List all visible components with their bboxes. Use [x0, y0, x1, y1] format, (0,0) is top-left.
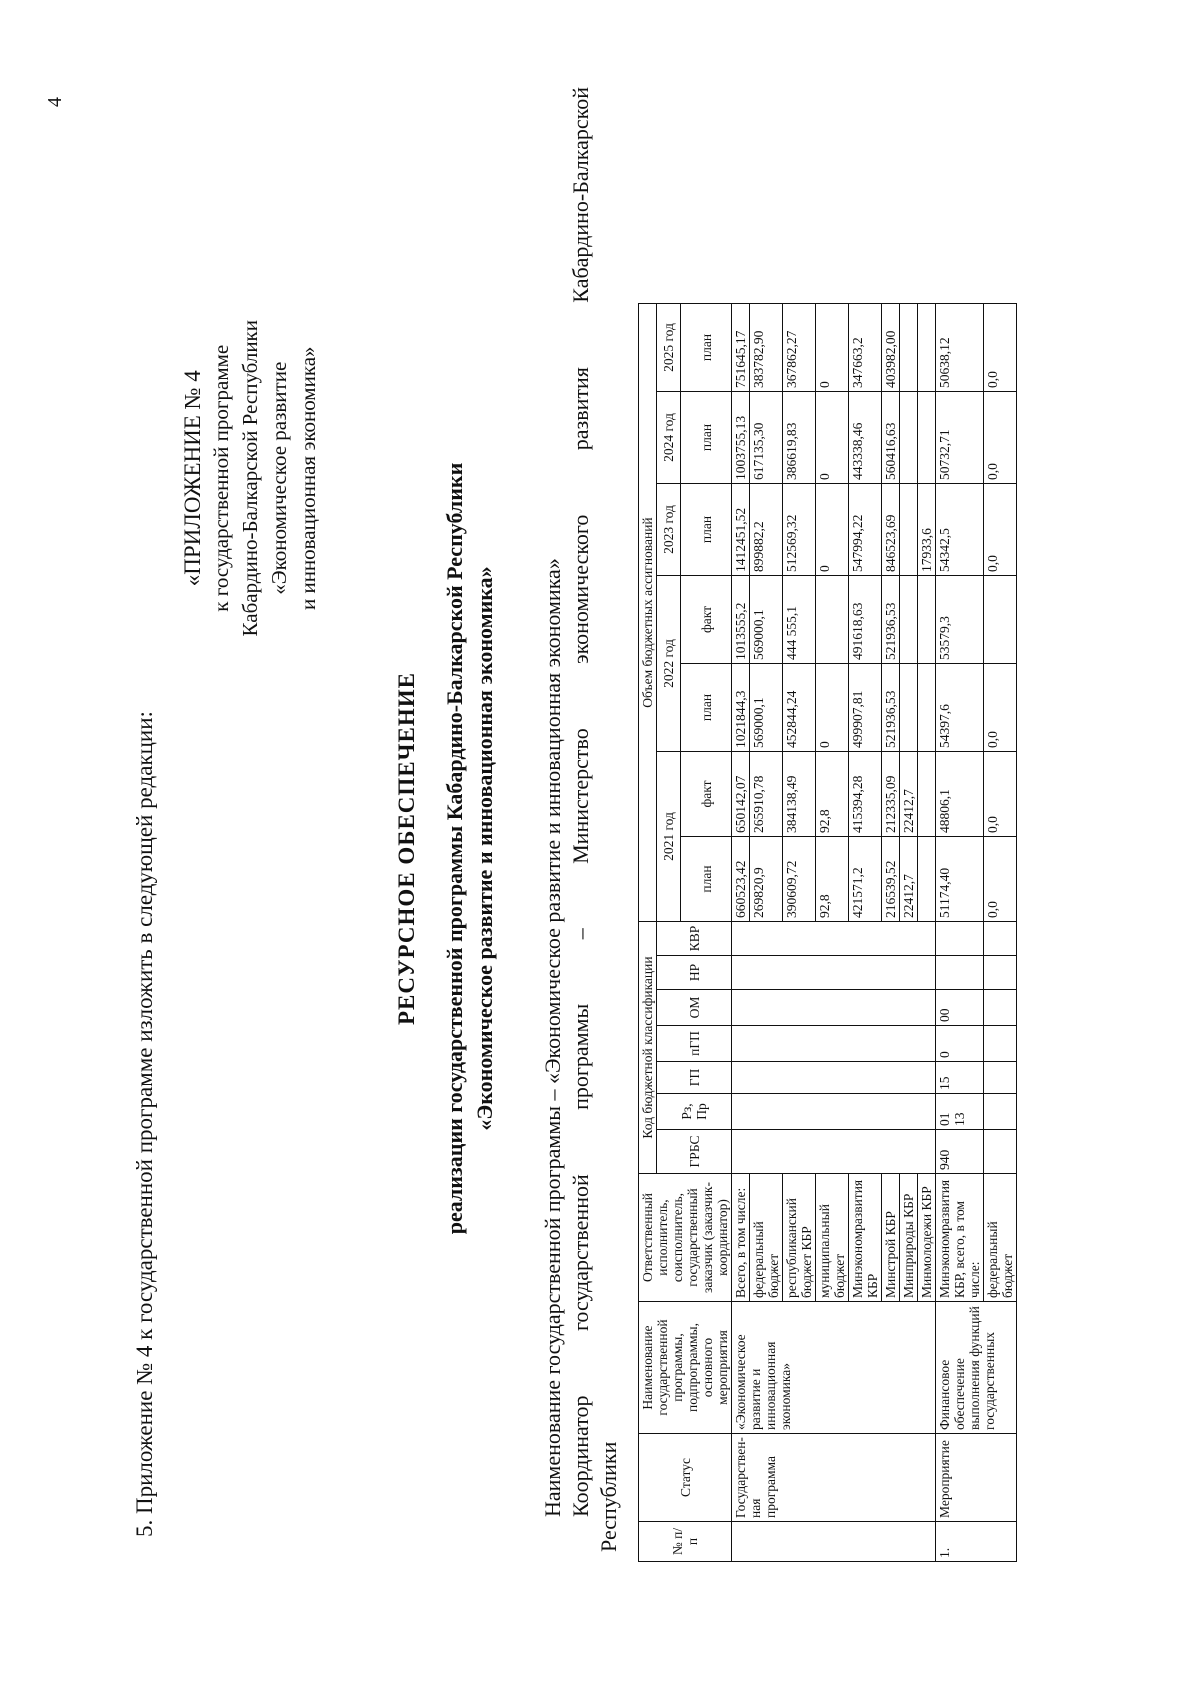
cell-plan-2021: 660523,42 — [732, 837, 750, 922]
cell-om: 00 — [936, 990, 984, 1026]
cell-fact-2022: 444 555,1 — [783, 576, 816, 664]
header-plan: план — [681, 304, 732, 392]
cell-plan-2022: 569000,1 — [750, 664, 783, 752]
cell-plan-2024: 50732,71 — [936, 392, 984, 484]
cell-exec: Минприроды КБР — [900, 1174, 918, 1302]
cell-plan-2021: 22412,7 — [900, 837, 918, 922]
cell-plan-2025: 383782,90 — [750, 304, 783, 392]
cell-fact-2021: 415394,28 — [849, 752, 882, 837]
cell-rzpr — [732, 1094, 936, 1130]
cell-plan-2023: 512569,32 — [783, 484, 816, 576]
cell-plan-2025: 50638,12 — [936, 304, 984, 392]
appendix-line: Кабардино-Балкарской Республики — [238, 320, 262, 637]
cell-plan-2022: 54397,6 — [936, 664, 984, 752]
cell-plan-2022 — [900, 664, 918, 752]
header-2022: 2022 год — [657, 576, 681, 752]
appendix-line: «Экономическое развитие — [267, 361, 291, 595]
header-fact: факт — [681, 752, 732, 837]
cell-exec: Минстрой КБР — [882, 1174, 900, 1302]
header-2025: 2025 год — [657, 304, 681, 392]
header-plan: план — [681, 664, 732, 752]
cell-exec: Минэкономразвития КБР — [849, 1174, 882, 1302]
cell-fact-2021 — [918, 752, 936, 837]
header-kvr: КВР — [657, 922, 732, 956]
header-status: Статус — [639, 1434, 732, 1522]
appendix-line: к государственной программе — [209, 344, 233, 612]
cell-fact-2021: 384138,49 — [783, 752, 816, 837]
cell-np — [732, 956, 936, 990]
header-fact: факт — [681, 576, 732, 664]
cell-fact-2021: 92,8 — [816, 752, 849, 837]
cell-plan-2021: 216539,52 — [882, 837, 900, 922]
cell-plan-2021: 51174,40 — [936, 837, 984, 922]
header-budget-code: Код бюджетной классификации — [639, 922, 657, 1174]
cell-plan-2025: 0 — [816, 304, 849, 392]
cell-plan-2024: 0,0 — [984, 392, 1017, 484]
cell-num — [732, 1522, 936, 1562]
header-plan: план — [681, 484, 732, 576]
header-2021: 2021 год — [657, 752, 681, 922]
cell-num: 1. — [936, 1522, 1017, 1562]
cell-status: Государствен-ная программа — [732, 1434, 936, 1522]
cell-plan-2023 — [900, 484, 918, 576]
cell-plan-2024: 0 — [816, 392, 849, 484]
cell-plan-2024 — [900, 392, 918, 484]
header-2023: 2023 год — [657, 484, 681, 576]
cell-plan-2022: 1021844,3 — [732, 664, 750, 752]
subtitle-line: «Экономическое развитие и инновационная экономика» — [472, 566, 497, 1131]
cell-plan-2021: 269820,9 — [750, 837, 783, 922]
cell-np — [936, 956, 984, 990]
cell-fact-2021: 265910,78 — [750, 752, 783, 837]
cell-exec: Всего, в том числе: — [732, 1174, 750, 1302]
cell-plan-2021: 421571,2 — [849, 837, 882, 922]
cell-exec: Минэкономразвития КБР, всего, в том числе: — [936, 1174, 984, 1302]
cell-plan-2022: 0 — [816, 664, 849, 752]
header-np: НР — [657, 956, 732, 990]
coordinator-line-2: Республики — [596, 1441, 621, 1552]
cell-plan-2021: 92,8 — [816, 837, 849, 922]
header-gp: ГП — [657, 1062, 732, 1094]
cell-plan-2025 — [900, 304, 918, 392]
cell-plan-2023: 0 — [816, 484, 849, 576]
cell-grbs: 940 — [936, 1130, 984, 1174]
cell-fact-2022 — [900, 576, 918, 664]
coordinator-line: Координатор государственной программы – Министерство экономического развития Кабардино-Балкарской — [568, 87, 593, 1517]
cell-fact-2022 — [816, 576, 849, 664]
cell-fact-2021: 0,0 — [984, 752, 1017, 837]
cell-fact-2022: 521936,53 — [882, 576, 900, 664]
cell-fact-2022 — [984, 576, 1017, 664]
cell-fact-2021: 22412,7 — [900, 752, 918, 837]
cell-pgp — [732, 1026, 936, 1062]
cell-fact-2022 — [918, 576, 936, 664]
program-name: Наименование государственной программы – «Экономическое развитие и инновационная экономика» — [540, 558, 565, 1517]
cell-plan-2025: 751645,17 — [732, 304, 750, 392]
cell-plan-2023: 17933,6 — [918, 484, 936, 576]
cell-plan-2024 — [918, 392, 936, 484]
cell-grbs — [732, 1130, 936, 1174]
cell-kvr — [732, 922, 936, 956]
header-grbs: ГРБС — [657, 1130, 732, 1174]
cell-plan-2023: 1412451,52 — [732, 484, 750, 576]
header-num: № п/п — [639, 1522, 732, 1562]
cell-rzpr: 01 13 — [936, 1094, 984, 1130]
cell-fact-2021: 650142,07 — [732, 752, 750, 837]
cell-kvr — [936, 922, 984, 956]
header-2024: 2024 год — [657, 392, 681, 484]
cell-plan-2022 — [918, 664, 936, 752]
cell-plan-2025: 367862,27 — [783, 304, 816, 392]
header-name: Наименование государственной программы, подпрограммы, основного мероприятия — [639, 1302, 732, 1434]
intro-text: 5. Приложение № 4 к государственной программе изложить в следующей редакции: — [132, 711, 157, 1537]
cell-plan-2024: 386619,83 — [783, 392, 816, 484]
cell-plan-2025: 403982,00 — [882, 304, 900, 392]
cell-plan-2023: 0,0 — [984, 484, 1017, 576]
header-rzpr: Рз, Пр — [657, 1094, 732, 1130]
cell-gp — [732, 1062, 936, 1094]
cell-plan-2023: 547994,22 — [849, 484, 882, 576]
cell-fact-2022: 569000,1 — [750, 576, 783, 664]
cell-exec: федеральный бюджет — [750, 1174, 783, 1302]
cell-plan-2024: 560416,63 — [882, 392, 900, 484]
cell-fact-2022: 491618,63 — [849, 576, 882, 664]
cell-plan-2024: 443338,46 — [849, 392, 882, 484]
table-row — [732, 304, 750, 1562]
cell-exec: республиканский бюджет КБР — [783, 1174, 816, 1302]
cell-exec: Минмолодежи КБР — [918, 1174, 936, 1302]
header-executor: Ответственный исполнитель, соисполнитель, государственный заказчик (заказчик-координатор) — [639, 1174, 732, 1302]
appendix-header — [178, 320, 323, 636]
cell-plan-2023: 846523,69 — [882, 484, 900, 576]
cell-name: Финансовое обеспечение выполнения функций государственных — [936, 1302, 1017, 1434]
document-subtitle — [440, 0, 500, 1697]
cell-plan-2022: 452844,24 — [783, 664, 816, 752]
cell-plan-2024: 617135,30 — [750, 392, 783, 484]
header-plan: план — [681, 392, 732, 484]
cell-plan-2022: 499907,81 — [849, 664, 882, 752]
page-number: 4 — [44, 97, 66, 107]
header-volume: Объем бюджетных ассигнований — [639, 304, 657, 922]
cell-exec: федеральный бюджет — [984, 1174, 1017, 1302]
subtitle-line: реализации государственной программы Кабардино-Балкарской Республики — [442, 462, 467, 1235]
cell-plan-2023: 899882,2 — [750, 484, 783, 576]
appendix-line: и инновационная экономика» — [296, 346, 320, 611]
cell-om — [732, 990, 936, 1026]
header-pgp: пГП — [657, 1026, 732, 1062]
cell-pgp: 0 — [936, 1026, 984, 1062]
cell-plan-2022: 0,0 — [984, 664, 1017, 752]
cell-plan-2022: 521936,53 — [882, 664, 900, 752]
cell-plan-2025 — [918, 304, 936, 392]
cell-name: «Экономическое развитие и инновационная экономика» — [732, 1302, 936, 1434]
cell-plan-2023: 54342,5 — [936, 484, 984, 576]
cell-fact-2021: 48806,1 — [936, 752, 984, 837]
cell-plan-2025: 347663,2 — [849, 304, 882, 392]
document-title: РЕСУРСНОЕ ОБЕСПЕЧЕНИЕ — [394, 672, 419, 1026]
cell-plan-2025: 0,0 — [984, 304, 1017, 392]
cell-exec: муниципальный бюджет — [816, 1174, 849, 1302]
header-om: ОМ — [657, 990, 732, 1026]
cell-plan-2024: 1003755,13 — [732, 392, 750, 484]
cell-fact-2022: 1013555,2 — [732, 576, 750, 664]
appendix-title: «ПРИЛОЖЕНИЕ № 4 — [180, 370, 205, 587]
cell-plan-2021 — [918, 837, 936, 922]
cell-status: Мероприятие — [936, 1434, 1017, 1522]
cell-plan-2021: 390609,72 — [783, 837, 816, 922]
header-plan: план — [681, 837, 732, 922]
cell-fact-2021: 212335,09 — [882, 752, 900, 837]
cell-fact-2022: 53579,3 — [936, 576, 984, 664]
cell-gp: 15 — [936, 1062, 984, 1094]
table-row — [936, 304, 984, 1562]
resource-table — [638, 303, 1017, 1562]
cell-plan-2021: 0,0 — [984, 837, 1017, 922]
